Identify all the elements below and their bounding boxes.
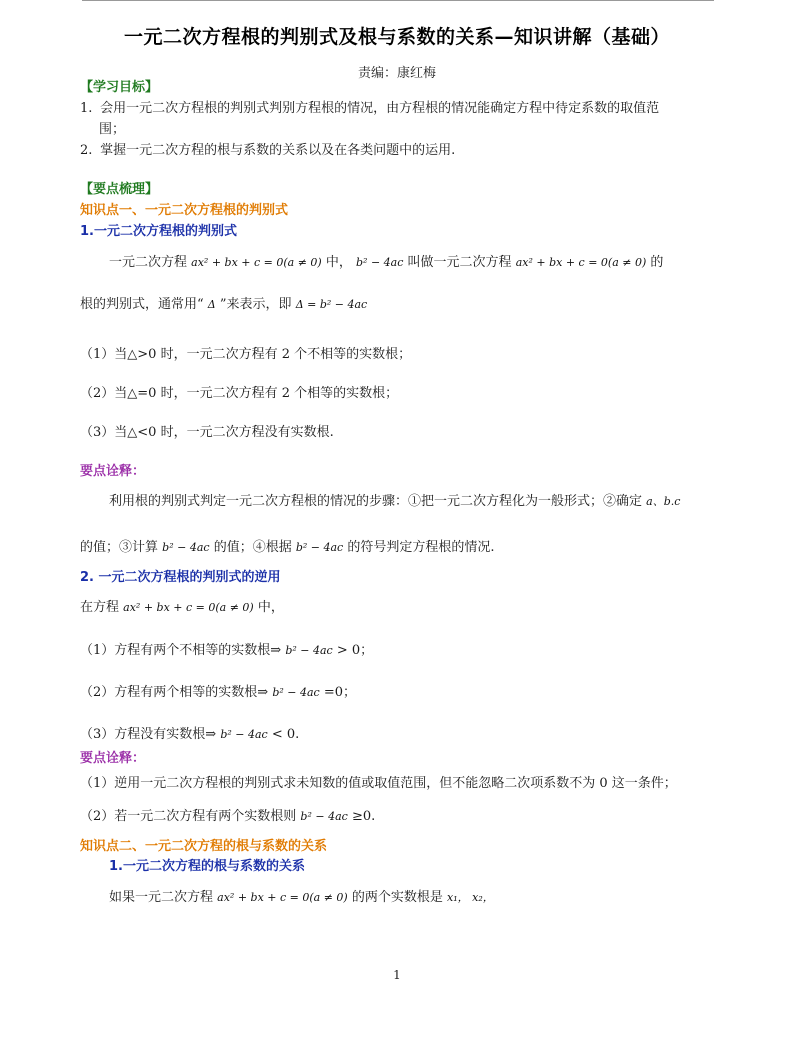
editor-credit: 责编：康红梅 — [357, 66, 436, 81]
coefficients-abc: a、b.c — [646, 495, 681, 508]
goal-text: 会用一元二次方程根的判别式判别方程根的情况，由方程根的情况能确定方程中待定系数的取值范 — [100, 101, 660, 116]
case-2: （2）当△=0 时，一元二次方程有 2 个相等的实数根； — [80, 386, 399, 401]
goal-number: 1. — [80, 101, 93, 116]
text-run: 的 — [650, 255, 664, 270]
kp1-para1 — [109, 254, 663, 272]
relation: =0； — [323, 685, 357, 700]
roots-x1-x2: x₁， x₂， — [447, 891, 494, 904]
kp1-para2 — [80, 296, 367, 314]
goals-heading: 【学习目标】 — [80, 80, 159, 95]
inverse-item-2 — [80, 684, 356, 702]
text-run: ≥0. — [351, 809, 376, 824]
note1-para1 — [109, 493, 680, 511]
equation-general: ax² + bx + c = 0(a ≠ 0) — [191, 256, 322, 269]
text-run: 根的判别式，通常用“ — [80, 297, 204, 312]
text-run: （2）方程有两个相等的实数根⇒ — [80, 685, 269, 700]
text-run: 的符号判定方程根的情况. — [347, 540, 495, 555]
text-run: 中， — [257, 600, 284, 615]
text-run: 的值；④根据 — [213, 540, 292, 555]
kp2-para — [109, 889, 494, 907]
text-run: （2）若一元二次方程有两个实数根则 — [80, 809, 297, 824]
note2-item-2 — [80, 808, 375, 826]
text-run: 利用根的判别式判定一元二次方程根的情况的步骤：①把一元二次方程化为一般形式；②确定 — [109, 494, 643, 509]
kp1-sub2-heading: 2. 一元二次方程根的判别式的逆用 — [80, 570, 281, 585]
kp2-sub1-heading: 1.一元二次方程的根与系数的关系 — [109, 859, 305, 874]
equation-general: ax² + bx + c = 0(a ≠ 0) — [123, 601, 254, 614]
goal-number: 2. — [80, 143, 93, 158]
page-number: 1 — [393, 968, 401, 982]
inverse-item-1 — [80, 642, 373, 660]
review-heading: 【要点梳理】 — [80, 182, 159, 197]
kp1-heading: 知识点一、一元二次方程根的判别式 — [80, 203, 289, 218]
kp2-heading: 知识点二、一元二次方程的根与系数的关系 — [80, 839, 328, 854]
goal-item-1-cont: 围； — [99, 122, 126, 137]
equation-general: ax² + bx + c = 0(a ≠ 0) — [217, 891, 348, 904]
note1-para2 — [80, 539, 495, 557]
document-title: 一元二次方程根的判别式及根与系数的关系—知识讲解（基础） — [123, 26, 670, 48]
text-run: 的两个实数根是 — [351, 890, 443, 905]
goal-item-1 — [80, 100, 659, 118]
inverse-item-3 — [80, 726, 299, 744]
discriminant-expr: b² − 4ac — [162, 541, 210, 554]
text-run: （3）方程没有实数根⇒ — [80, 727, 217, 742]
text-run: （1）方程有两个不相等的实数根⇒ — [80, 643, 282, 658]
discriminant-expr: b² − 4ac — [285, 644, 333, 657]
discriminant-expr: b² − 4ac — [272, 686, 320, 699]
relation: < 0. — [271, 727, 300, 742]
delta-definition: Δ = b² − 4ac — [295, 298, 368, 311]
text-run: 的值；③计算 — [80, 540, 159, 555]
discriminant-expr: b² − 4ac — [220, 728, 268, 741]
kp1-sub1-heading: 1.一元二次方程根的判别式 — [80, 224, 237, 239]
equation-general: ax² + bx + c = 0(a ≠ 0) — [515, 256, 647, 269]
note-heading-2: 要点诠释： — [80, 751, 146, 766]
kp1-sub2-intro — [80, 599, 284, 617]
discriminant-expr: b² − 4ac — [356, 256, 404, 269]
goal-item-2 — [80, 142, 455, 160]
case-3: （3）当△<0 时，一元二次方程没有实数根. — [80, 425, 334, 440]
text-run: 叫做一元二次方程 — [407, 255, 512, 270]
text-run: 一元二次方程 — [109, 255, 188, 270]
case-1: （1）当△>0 时，一元二次方程有 2 个不相等的实数根； — [80, 347, 412, 362]
text-run: ”来表示，即 — [219, 297, 292, 312]
discriminant-expr: b² − 4ac — [295, 541, 344, 554]
text-run: 如果一元二次方程 — [109, 890, 214, 905]
discriminant-expr: b² − 4ac — [300, 810, 348, 823]
note-heading-1: 要点诠释： — [80, 464, 146, 479]
relation: > 0； — [336, 643, 374, 658]
text-run: 在方程 — [80, 600, 120, 615]
note2-item-1: （1）逆用一元二次方程根的判别式求未知数的值或取值范围，但不能忽略二次项系数不为 0 这一条件； — [80, 776, 677, 791]
delta-symbol: Δ — [207, 298, 216, 311]
goal-text: 掌握一元二次方程的根与系数的关系以及在各类问题中的运用. — [100, 143, 456, 158]
text-run: 中， — [325, 255, 352, 270]
header-rule — [82, 0, 714, 1]
